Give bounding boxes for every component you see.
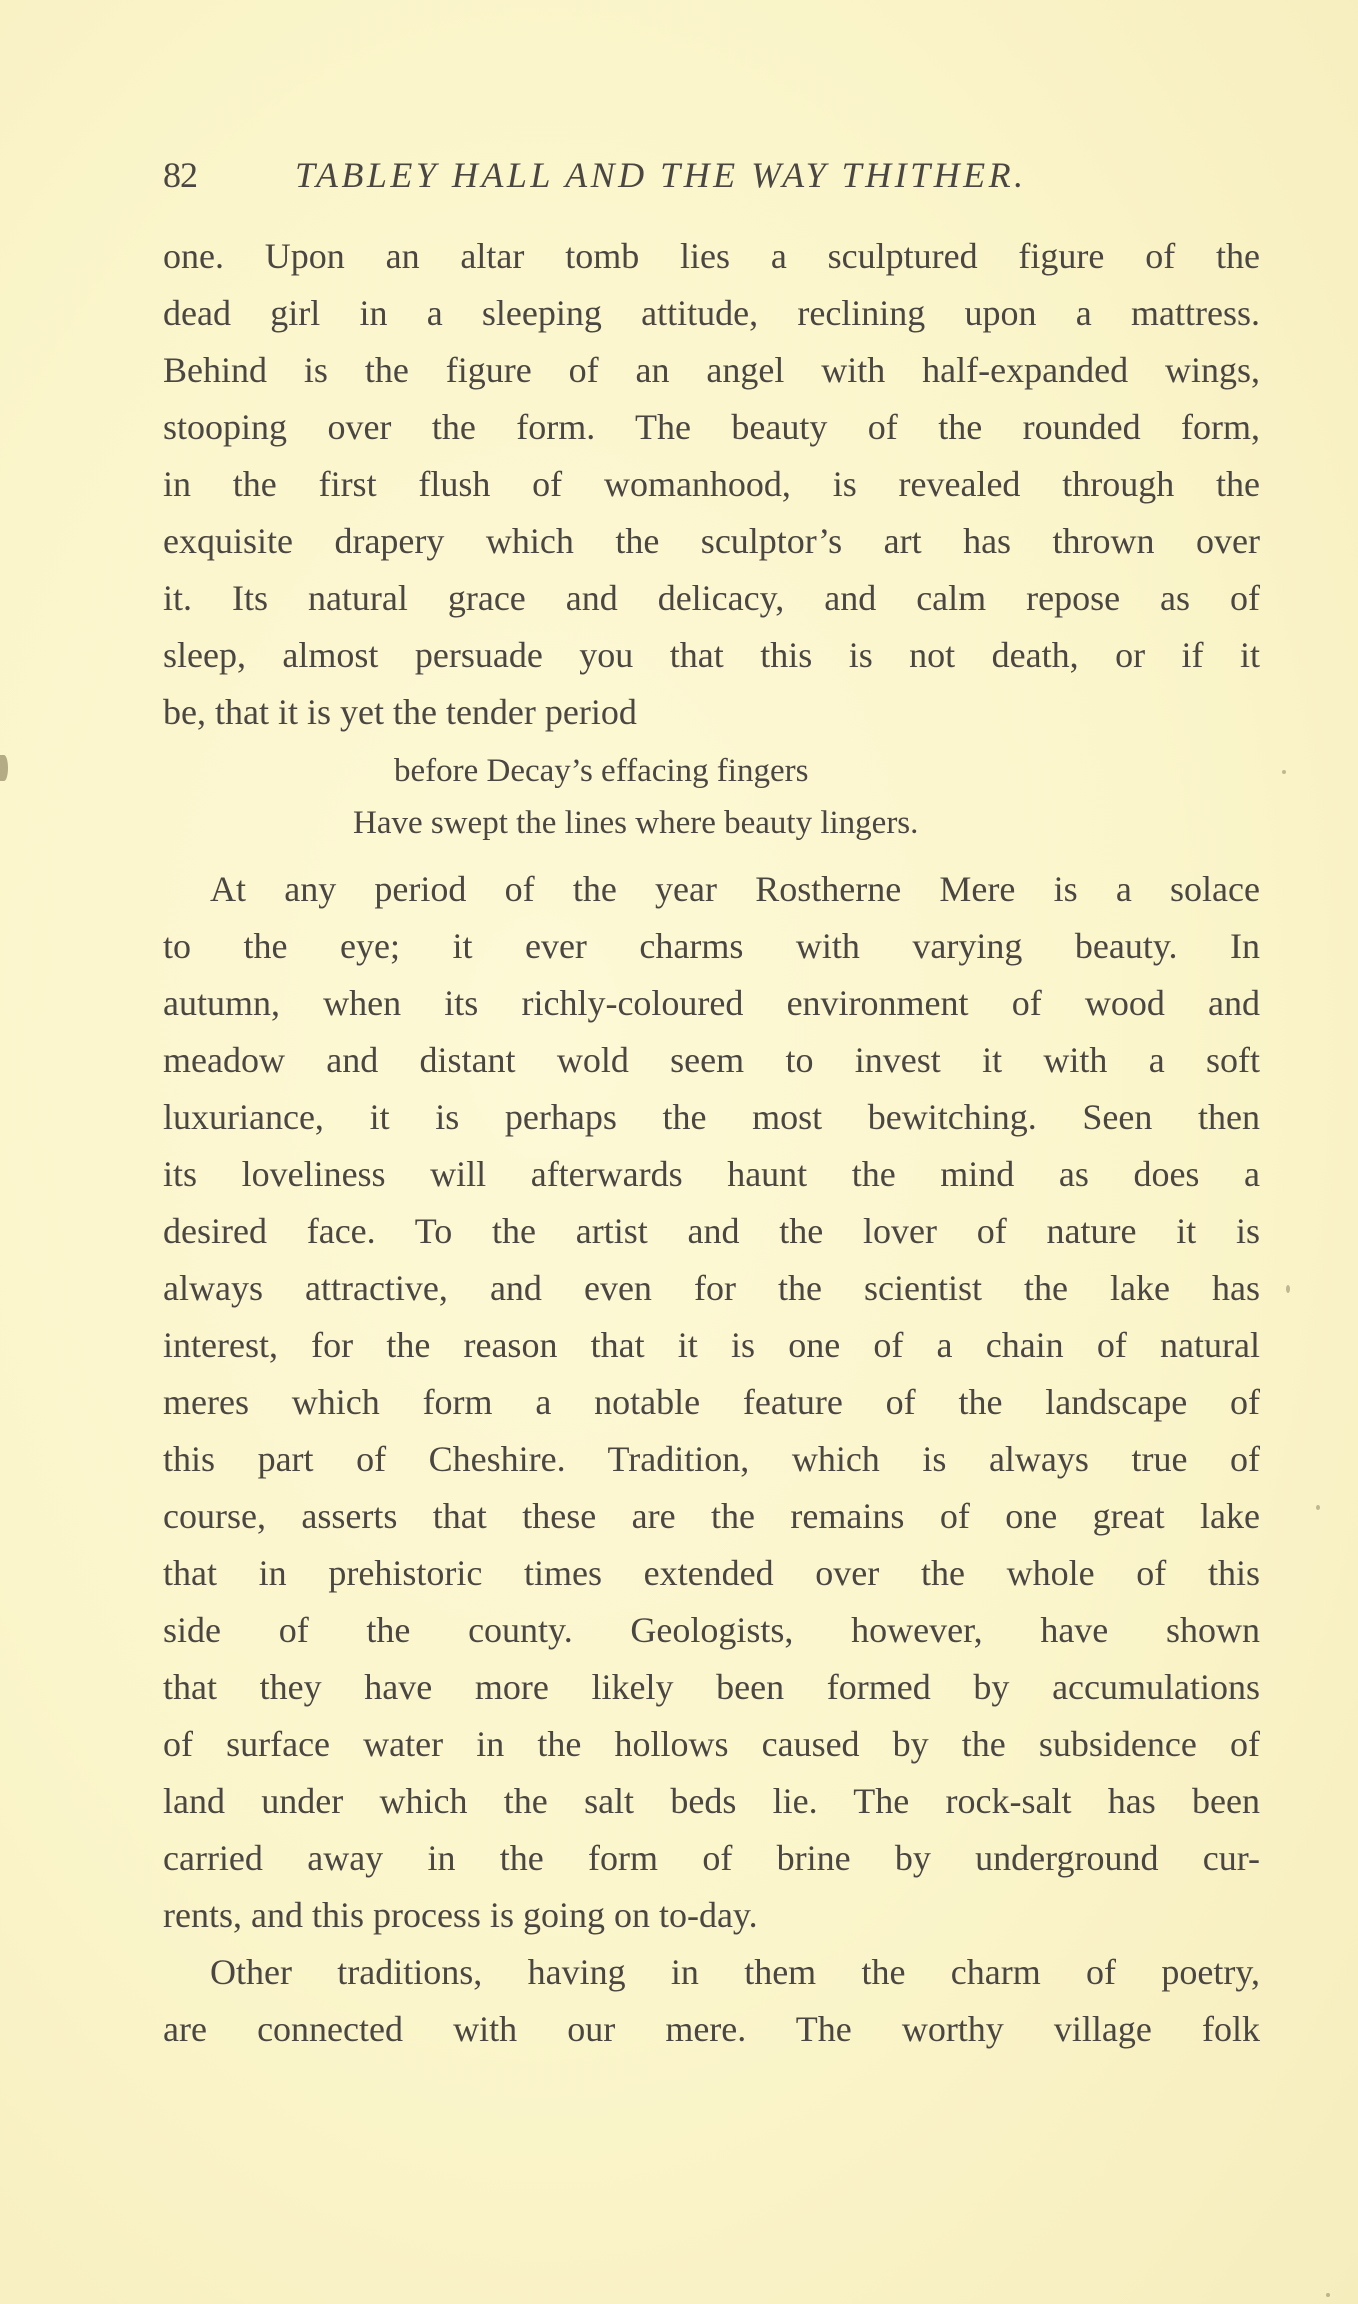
paragraph-rostherne-mere bbox=[163, 861, 1260, 1944]
text-line: side of the county. Geologists, however, have shown bbox=[163, 1610, 1260, 1650]
text-line: interest, for the reason that it is one of a chain of natural bbox=[163, 1325, 1260, 1365]
text-line: its loveliness will afterwards haunt the mind as does a bbox=[163, 1154, 1260, 1194]
text-line: meadow and distant wold seem to invest it with a soft bbox=[163, 1040, 1260, 1080]
paragraph-other-traditions bbox=[163, 1944, 1260, 2058]
verse-quotation bbox=[163, 741, 1260, 861]
page-number: 82 bbox=[163, 155, 197, 195]
text-line: desired face. To the artist and the lover of nature it is bbox=[163, 1211, 1260, 1251]
text-line: exquisite drapery which the sculptor’s art has thrown over bbox=[163, 521, 1260, 561]
text-line: of surface water in the hollows caused by the subsidence of bbox=[163, 1724, 1260, 1764]
text-line: one. Upon an altar tomb lies a sculptured figure of the bbox=[163, 236, 1260, 276]
text-line: to the eye; it ever charms with varying beauty. In bbox=[163, 926, 1260, 966]
text-line: that in prehistoric times extended over the whole of this bbox=[163, 1553, 1260, 1593]
text-line: rents, and this process is going on to-day. bbox=[163, 1895, 758, 1935]
text-line: stooping over the form. The beauty of the rounded form, bbox=[163, 407, 1260, 447]
verse-line: before Decay’s effacing fingers bbox=[394, 753, 809, 789]
running-head-title: TABLEY HALL AND THE WAY THITHER. bbox=[295, 155, 1027, 195]
verse-line: Have swept the lines where beauty lingers. bbox=[353, 805, 919, 841]
text-line: sleep, almost persuade you that this is not death, or if it bbox=[163, 635, 1260, 675]
text-line: it. Its natural grace and delicacy, and calm repose as of bbox=[163, 578, 1260, 618]
text-line: course, asserts that these are the remains of one great lake bbox=[163, 1496, 1260, 1536]
body-text bbox=[163, 228, 1260, 2058]
text-line: At any period of the year Rostherne Mere is a solace bbox=[210, 869, 1260, 909]
text-line: Behind is the figure of an angel with half-expanded wings, bbox=[163, 350, 1260, 390]
scan-speck bbox=[1326, 2293, 1330, 2297]
text-line: in the first flush of womanhood, is revealed through the bbox=[163, 464, 1260, 504]
text-line: this part of Cheshire. Tradition, which is always true of bbox=[163, 1439, 1260, 1479]
text-line: dead girl in a sleeping attitude, reclining upon a mattress. bbox=[163, 293, 1260, 333]
scan-speck bbox=[0, 755, 8, 781]
text-line: always attractive, and even for the scientist the lake has bbox=[163, 1268, 1260, 1308]
text-line: meres which form a notable feature of the landscape of bbox=[163, 1382, 1260, 1422]
running-head bbox=[163, 153, 1260, 197]
scan-speck bbox=[1316, 1505, 1320, 1510]
text-line: autumn, when its richly-coloured environment of wood and bbox=[163, 983, 1260, 1023]
text-line: Other traditions, having in them the charm of poetry, bbox=[210, 1952, 1260, 1992]
text-line: be, that it is yet the tender period bbox=[163, 692, 637, 732]
paragraph-tomb-description bbox=[163, 228, 1260, 741]
text-line: carried away in the form of brine by underground cur- bbox=[163, 1838, 1260, 1878]
text-line: land under which the salt beds lie. The rock-salt has been bbox=[163, 1781, 1260, 1821]
scan-speck bbox=[1282, 770, 1286, 774]
text-line: are connected with our mere. The worthy village folk bbox=[163, 2009, 1260, 2049]
text-line: luxuriance, it is perhaps the most bewitching. Seen then bbox=[163, 1097, 1260, 1137]
scan-speck bbox=[1286, 1285, 1290, 1293]
text-line: that they have more likely been formed by accumulations bbox=[163, 1667, 1260, 1707]
